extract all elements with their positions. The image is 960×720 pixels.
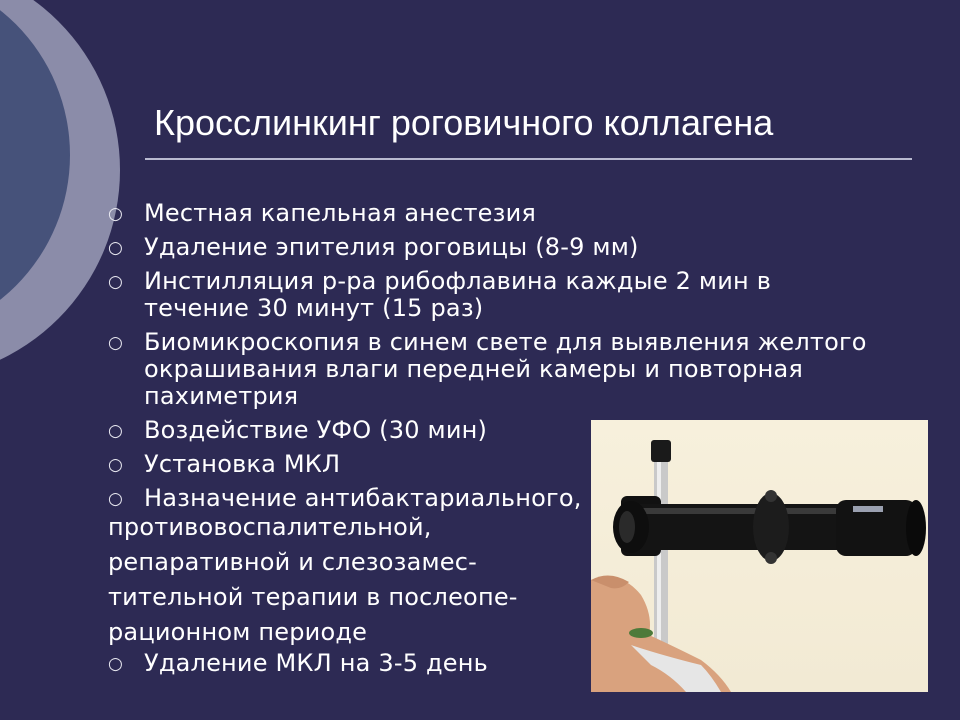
bullet-text: Удаление эпителия роговицы (8-9 мм) [144, 233, 639, 261]
uv-device-photo [591, 420, 928, 692]
bullet-text: Местная капельная анестезия [144, 199, 537, 227]
slide-title: Кросслинкинг роговичного коллагена [154, 102, 774, 143]
hollow-circle-icon: ○ [108, 455, 124, 475]
hollow-circle-icon: ○ [108, 272, 124, 292]
bullet-text: Инстилляция р-ра рибофлавина каждые 2 мин в течение 30 минут (15 раз) [144, 267, 772, 322]
continuation-line: тительной терапии в послеопе- [108, 583, 518, 611]
bullet-item [108, 268, 868, 322]
continuation-line: противовоспалительной, [108, 513, 432, 541]
continuation-line: репаративной и слезозамес- [108, 548, 478, 576]
bullet-item [108, 200, 868, 227]
continuation-line: рационном периоде [108, 618, 368, 646]
hollow-circle-icon: ○ [108, 204, 124, 224]
bullet-item [108, 329, 868, 410]
uv-lamp-illustration [591, 420, 928, 692]
bullet-text: Установка МКЛ [144, 450, 341, 478]
hollow-circle-icon: ○ [108, 238, 124, 258]
bullet-text: Назначение антибактариального, [144, 484, 582, 512]
bullet-text: Воздействие УФО (30 мин) [144, 416, 488, 444]
bullet-item [108, 234, 868, 261]
bullet-text: Биомикроскопия в синем свете для выявления желтого окрашивания влаги передней камеры и повторная пахиметрия [144, 328, 867, 410]
hollow-circle-icon: ○ [108, 489, 124, 509]
hollow-circle-icon: ○ [108, 654, 124, 674]
title-underline [145, 158, 912, 160]
bullet-text: Удаление МКЛ на 3-5 день [144, 649, 488, 677]
hollow-circle-icon: ○ [108, 333, 124, 353]
hollow-circle-icon: ○ [108, 421, 124, 441]
